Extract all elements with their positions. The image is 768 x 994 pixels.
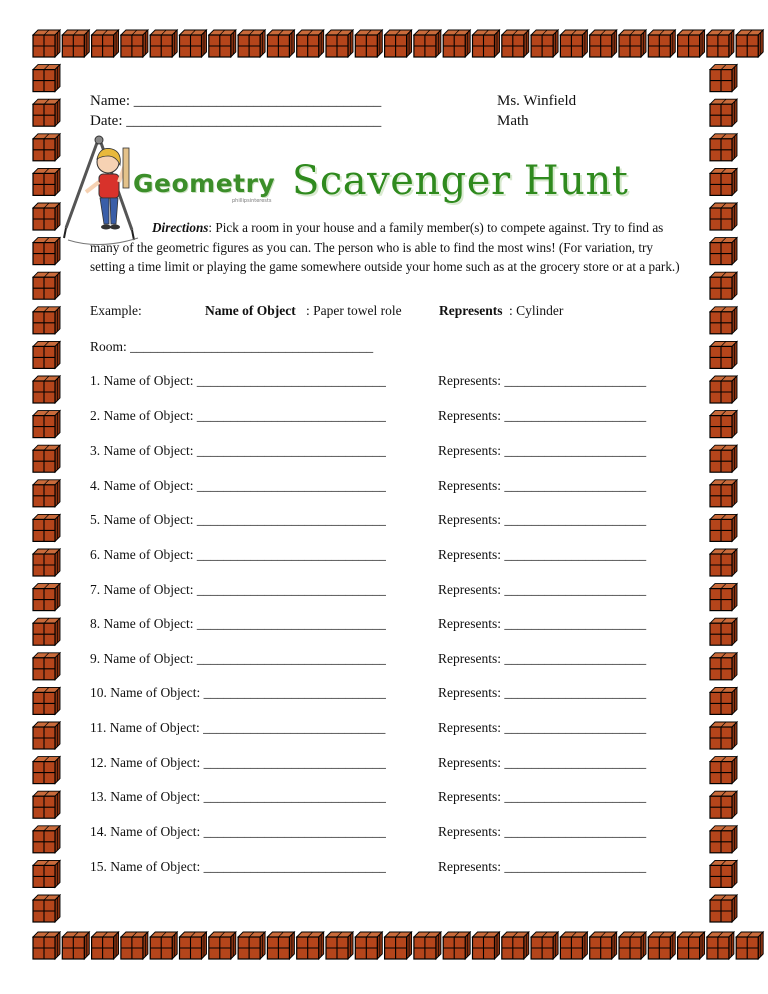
object-field: [90, 547, 386, 563]
represents-field[interactable]: Represents: _____________________: [438, 685, 647, 700]
object-field: [90, 859, 386, 875]
object-label: 5. Name of Object:: [90, 512, 194, 527]
cube-icon: [121, 30, 148, 57]
object-blank[interactable]: ____________________________: [196, 478, 386, 493]
represents-field[interactable]: Represents: _____________________: [438, 478, 647, 493]
object-blank[interactable]: ___________________________: [203, 789, 386, 804]
cube-icon: [33, 168, 60, 195]
cube-icon: [33, 272, 60, 299]
object-label: 13. Name of Object:: [90, 789, 201, 804]
cube-icon: [209, 932, 236, 959]
represents-field[interactable]: Represents: _____________________: [438, 616, 647, 631]
object-blank[interactable]: ____________________________: [196, 512, 386, 527]
cube-icon: [326, 30, 353, 57]
object-field: [90, 720, 385, 736]
cube-icon: [297, 932, 324, 959]
cube-icon: [710, 480, 737, 507]
cube-icon: [92, 932, 119, 959]
cube-icon: [33, 687, 60, 714]
cube-icon: [238, 932, 265, 959]
cube-icon: [678, 932, 705, 959]
cube-icon: [33, 932, 60, 959]
object-field: [90, 651, 386, 667]
object-field: [90, 512, 386, 528]
object-field: [90, 616, 386, 632]
cube-icon: [710, 99, 737, 126]
cube-icon: [502, 30, 529, 57]
cube-icon: [33, 411, 60, 438]
date-line: [90, 110, 381, 132]
name-blank[interactable]: _________________________________: [133, 93, 382, 109]
cube-icon: [180, 932, 207, 959]
object-label: 9. Name of Object:: [90, 651, 194, 666]
object-blank[interactable]: ___________________________: [203, 720, 386, 735]
cube-icon: [209, 30, 236, 57]
room-label: Room:: [90, 339, 127, 354]
cube-icon: [560, 30, 587, 57]
object-label: 8. Name of Object:: [90, 616, 194, 631]
teacher-name: Ms. Winfield: [497, 93, 577, 109]
cube-icon: [710, 168, 737, 195]
name-label: Name:: [90, 93, 130, 109]
cube-icon: [62, 932, 89, 959]
cube-icon: [33, 480, 60, 507]
room-line: [90, 339, 373, 355]
object-label: 12. Name of Object:: [90, 755, 201, 770]
cube-icon: [33, 134, 60, 161]
object-label: 2. Name of Object:: [90, 408, 194, 423]
object-blank[interactable]: ___________________________: [203, 685, 386, 700]
subject-name: Math: [497, 113, 529, 129]
represents-field[interactable]: Represents: _____________________: [438, 547, 647, 562]
cube-icon: [710, 757, 737, 784]
object-field: [90, 789, 386, 805]
cube-icon: [326, 932, 353, 959]
object-blank[interactable]: ___________________________: [203, 859, 386, 874]
example-object-key: Name of Object: [205, 303, 296, 318]
cube-icon: [502, 932, 529, 959]
cube-icon: [710, 722, 737, 749]
cube-icon: [473, 932, 500, 959]
cube-icon: [238, 30, 265, 57]
name-line: [90, 90, 381, 112]
cube-icon: [33, 238, 60, 265]
cube-icon: [710, 860, 737, 887]
cube-icon: [150, 30, 177, 57]
cube-icon: [531, 30, 558, 57]
cube-icon: [414, 30, 441, 57]
object-blank[interactable]: ___________________________: [203, 824, 386, 839]
cube-icon: [710, 376, 737, 403]
object-field: [90, 408, 386, 424]
directions-paragraph: [90, 218, 680, 277]
cube-icon: [33, 376, 60, 403]
cube-icon: [180, 30, 207, 57]
object-blank[interactable]: ____________________________: [196, 443, 386, 458]
cube-icon: [33, 584, 60, 611]
cube-icon: [443, 932, 470, 959]
object-label: 6. Name of Object:: [90, 547, 194, 562]
represents-field[interactable]: Represents: _____________________: [438, 755, 647, 770]
cube-icon: [707, 30, 734, 57]
cube-icon: [150, 932, 177, 959]
cube-icon: [33, 445, 60, 472]
represents-field[interactable]: Represents: _____________________: [438, 720, 647, 735]
represents-field[interactable]: Represents: _____________________: [438, 582, 647, 597]
date-label: Date:: [90, 113, 123, 129]
date-blank[interactable]: __________________________________: [126, 113, 382, 129]
cube-icon: [710, 238, 737, 265]
cube-icon: [619, 932, 646, 959]
page-title: Scavenger Hunt: [292, 158, 629, 204]
cube-icon: [297, 30, 324, 57]
represents-field[interactable]: Represents: _____________________: [438, 512, 647, 527]
represents-field[interactable]: Represents: _____________________: [438, 443, 647, 458]
object-label: 11. Name of Object:: [90, 720, 200, 735]
object-label: 15. Name of Object:: [90, 859, 201, 874]
object-label: 10. Name of Object:: [90, 685, 201, 700]
cube-icon: [710, 411, 737, 438]
cube-icon: [710, 687, 737, 714]
represents-field[interactable]: Represents: _____________________: [438, 408, 647, 423]
object-blank[interactable]: ____________________________: [196, 616, 386, 631]
cube-icon: [355, 932, 382, 959]
cube-icon: [33, 65, 60, 92]
cube-icon: [710, 65, 737, 92]
cube-icon: [414, 932, 441, 959]
object-blank[interactable]: ____________________________: [196, 651, 386, 666]
cube-icon: [619, 30, 646, 57]
object-blank[interactable]: ____________________________: [196, 547, 386, 562]
cube-icon: [710, 445, 737, 472]
object-blank[interactable]: ____________________________: [196, 373, 386, 388]
cube-icon: [33, 99, 60, 126]
cube-icon: [33, 30, 60, 57]
cube-icon: [33, 307, 60, 334]
cube-icon: [710, 203, 737, 230]
cube-icon: [710, 895, 737, 922]
cube-icon: [707, 932, 734, 959]
cube-icon: [710, 791, 737, 818]
cube-icon: [678, 30, 705, 57]
represents-field[interactable]: Represents: _____________________: [438, 373, 647, 388]
cube-icon: [710, 653, 737, 680]
cube-icon: [710, 549, 737, 576]
cube-icon: [710, 826, 737, 853]
directions-label: Directions: [152, 220, 209, 235]
cube-icon: [92, 30, 119, 57]
cube-icon: [710, 272, 737, 299]
cube-icon: [736, 30, 763, 57]
cube-icon: [62, 30, 89, 57]
example-object-value: : Paper towel role: [306, 303, 402, 318]
cube-icon: [710, 134, 737, 161]
object-blank[interactable]: ____________________________: [196, 582, 386, 597]
cube-icon: [33, 860, 60, 887]
cube-icon: [33, 653, 60, 680]
cube-icon: [531, 932, 558, 959]
cube-icon: [710, 307, 737, 334]
represents-field[interactable]: Represents: _____________________: [438, 824, 647, 839]
cube-icon: [33, 341, 60, 368]
object-field: [90, 478, 386, 494]
cube-icon: [710, 618, 737, 645]
object-field: [90, 824, 386, 840]
cube-icon: [33, 791, 60, 818]
object-field: [90, 755, 386, 771]
cube-icon: [33, 203, 60, 230]
cube-icon: [736, 932, 763, 959]
cube-icon: [443, 30, 470, 57]
cube-icon: [121, 932, 148, 959]
cube-icon: [590, 30, 617, 57]
cube-icon: [385, 30, 412, 57]
object-label: 3. Name of Object:: [90, 443, 194, 458]
represents-field[interactable]: Represents: _____________________: [438, 651, 647, 666]
cube-icon: [355, 30, 382, 57]
cube-icon: [710, 514, 737, 541]
example-label: Example:: [90, 303, 142, 318]
represents-field[interactable]: Represents: _____________________: [438, 789, 647, 804]
cube-icon: [648, 932, 675, 959]
object-blank[interactable]: ___________________________: [203, 755, 386, 770]
object-field: [90, 582, 386, 598]
example-represents-key: Represents: [439, 303, 503, 318]
cube-icon: [267, 30, 294, 57]
geometry-logo: Geometry: [133, 169, 276, 198]
cube-icon: [267, 932, 294, 959]
object-field: [90, 373, 386, 389]
object-blank[interactable]: ____________________________: [196, 408, 386, 423]
cube-icon: [33, 514, 60, 541]
represents-field[interactable]: Represents: _____________________: [438, 859, 647, 874]
example-represents-value: : Cylinder: [509, 303, 564, 318]
directions-text: : Pick a room in your house and a family member(s) to compete against. Try to find as many of the geometric figures as you can. The person who is able to find the most wins! (For variation, try setting a time limit or playing the game somewhere outside your home such as at the grocery store or at a park.): [90, 220, 680, 274]
cube-icon: [33, 826, 60, 853]
cube-icon: [33, 618, 60, 645]
room-blank[interactable]: ____________________________________: [130, 339, 374, 354]
object-field: [90, 685, 386, 701]
object-label: 1. Name of Object:: [90, 373, 194, 388]
cube-icon: [33, 722, 60, 749]
object-label: 14. Name of Object:: [90, 824, 201, 839]
cube-icon: [473, 30, 500, 57]
cube-icon: [33, 895, 60, 922]
cube-icon: [385, 932, 412, 959]
cube-icon: [710, 341, 737, 368]
object-field: [90, 443, 386, 459]
cube-icon: [648, 30, 675, 57]
cube-icon: [33, 549, 60, 576]
cube-icon: [710, 584, 737, 611]
cube-icon: [33, 757, 60, 784]
object-label: 4. Name of Object:: [90, 478, 194, 493]
cube-icon: [590, 932, 617, 959]
object-label: 7. Name of Object:: [90, 582, 194, 597]
cube-icon: [560, 932, 587, 959]
logo-credit: phillipsinterests: [232, 198, 272, 204]
